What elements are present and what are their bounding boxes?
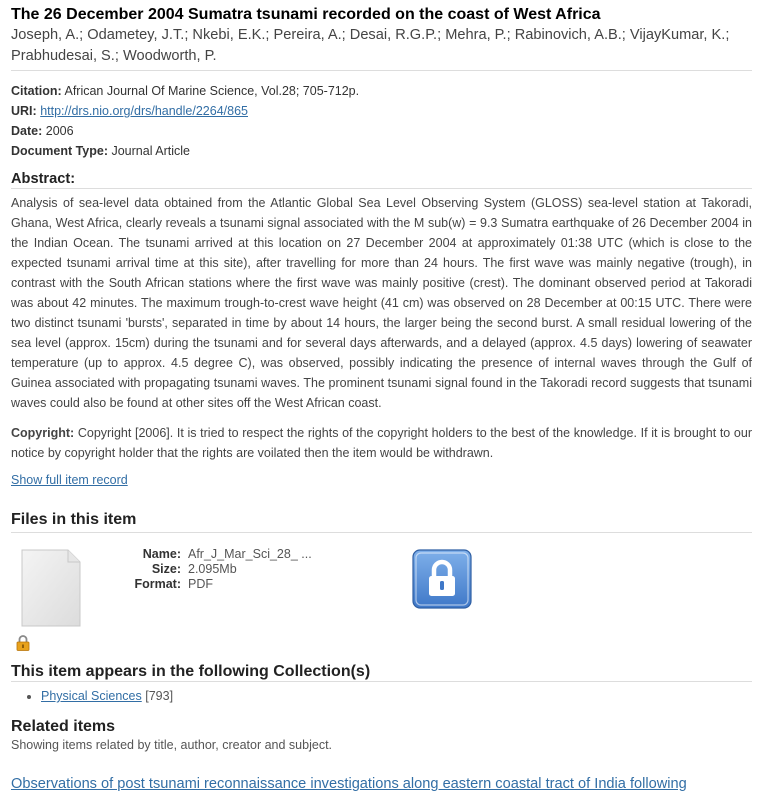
citation-row [11, 81, 752, 101]
related-item-link[interactable]: Observations of post tsunami reconnaissance investigations along eastern coastal tract of India following [11, 776, 687, 792]
list-item [41, 688, 752, 704]
related-items-heading: Related items [11, 718, 116, 735]
citation-label: Citation: [11, 84, 62, 98]
file-format-row [121, 577, 312, 592]
restricted-lock-icon [16, 635, 30, 651]
show-full-record-link[interactable]: Show full item record [11, 473, 128, 487]
abstract-text: Analysis of sea-level data obtained from the Atlantic Global Sea Level Observing System (GLOSS) sea-level station at Takoradi, Ghana, West Africa, clearly reveals a tsunami signal associated with the M sub(w) = 9.3 Sumatra earthquake of 26 December 2004 in the Indian Ocean. The tsunami arrived at this location on 27 December 2004 at approximately 01:38 UTC (which is close to the expected tsunami arrival time at this site), after travelling for more than 24 hours. The first wave was mainly negative (trough), in contrast with the South African stations where the first wave was mainly positive (crest). The dominant observed period at Takoradi was about 42 minutes. The maximum trough-to-crest wave height (41 cm) was observed on 28 December at 00:15 UTC. There were two distinct tsunami 'bursts', separated in time by about 14 hours, the larger being the second burst. A small residual lowering of the sea level (approx. 15cm) during the tsunami and for several days afterwards, and a delayed (approx. 4.5 days) lowering of seawater temperature (up to approx. 4.5 degree C), was observed, possibly indicating the presence of internal waves through the Gulf of Guinea associated with propagating tsunami waves. The prominent tsunami signal found in the Takoradi record suggests that tsunami waves could also be found at other sites off the West African coast. [11, 196, 752, 410]
copyright-block [11, 423, 752, 463]
abstract-heading: Abstract: [11, 171, 752, 189]
collection-link[interactable]: Physical Sciences [41, 689, 142, 703]
file-name-value: Afr_J_Mar_Sci_28_ ... [188, 547, 312, 561]
copyright-text: Copyright [2006]. It is tried to respect the rights of the copyright holders to the best of the knowledge. If it is brought to our notice by copyright holder that the rights are voilated then the item would be withdrawn. [11, 426, 752, 460]
document-type-value: Journal Article [111, 144, 190, 158]
date-row [11, 121, 752, 141]
document-type-label: Document Type: [11, 144, 108, 158]
related-item [11, 776, 752, 792]
file-size-label: Size: [151, 562, 181, 576]
uri-link[interactable]: http://drs.nio.org/drs/handle/2264/865 [40, 104, 248, 118]
date-value: 2006 [45, 124, 74, 138]
request-access-lock-icon[interactable] [412, 549, 472, 609]
related-items-description: Showing items related by title, author, creator and subject. [11, 738, 333, 752]
files-heading: Files in this item [11, 511, 752, 533]
collection-count: [793] [145, 689, 174, 703]
file-format-label: Format: [134, 577, 181, 591]
date-label: Date: [11, 124, 43, 138]
file-format-value: PDF [188, 577, 213, 591]
file-metadata [121, 547, 312, 592]
citation-value: African Journal Of Marine Science, Vol.28; 705-712p. [64, 84, 360, 98]
item-authors: Joseph, A.; Odametey, J.T.; Nkebi, E.K.; Pereira, A.; Desai, R.G.P.; Mehra, P.; Rabinovich, A.B.; VijayKumar, K.; Prabhudesai, S.; Woodworth, P. [11, 25, 752, 71]
files-section [11, 533, 752, 663]
document-thumbnail-icon[interactable] [21, 549, 81, 627]
file-name-row [121, 547, 312, 562]
uri-row [11, 101, 752, 121]
copyright-label: Copyright: [11, 426, 75, 440]
uri-label: URI: [11, 104, 37, 118]
file-size-value: 2.095Mb [188, 562, 237, 576]
document-type-row [11, 141, 752, 161]
file-name-label: Name: [142, 547, 181, 561]
item-view [11, 0, 752, 792]
file-size-row [121, 562, 312, 577]
item-metadata [11, 81, 752, 161]
collections-heading: This item appears in the following Collection(s) [11, 663, 752, 682]
item-title: The 26 December 2004 Sumatra tsunami recorded on the coast of West Africa [11, 6, 601, 23]
collections-list [11, 688, 752, 704]
